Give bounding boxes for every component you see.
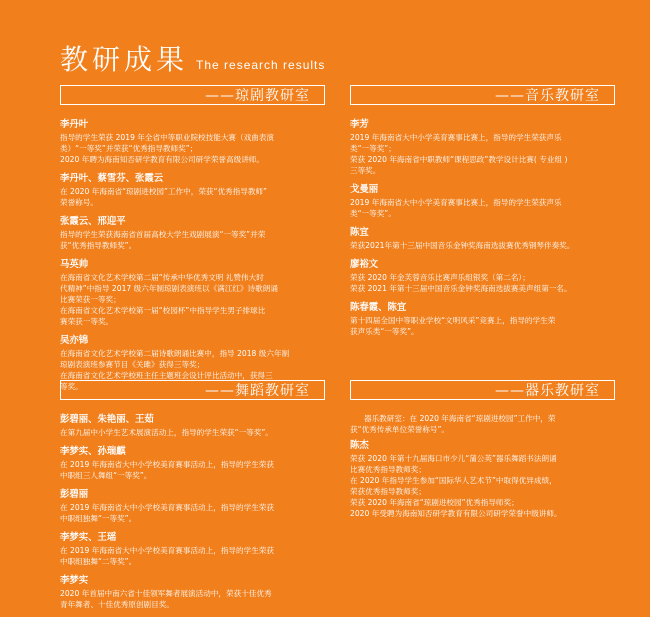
intro-line: 器乐教研室：在 2020 年海南省“琼剧进校园”工作中，荣 xyxy=(364,414,556,423)
page-title: 教研成果 xyxy=(60,43,189,76)
entry-name: 李梦实、孙瑞麒 xyxy=(60,446,126,457)
section-intro xyxy=(350,413,615,435)
entry-text: 2020 年首届中南六省十佳领军舞者展演活动中，荣获十佳优秀 xyxy=(60,589,272,598)
entry-name: 李芳 xyxy=(350,119,369,130)
entry-text: 在海南省文化艺术学校第二届诗歌朗诵比赛中，指导 2018 级六年制 xyxy=(60,349,290,358)
entry-text: 荣获2021年第十三届中国音乐金钟奖海南选拔赛优秀钢琴伴奏奖。 xyxy=(350,241,575,250)
entry-text: 荣获 2020 年金芙蓉音乐比赛声乐组银奖（第二名）； xyxy=(350,273,530,282)
entry-text: 在 2019 年海南省大中小学校美育赛事活动上，指导的学生荣获 xyxy=(60,503,274,512)
entry-text: 荣获优秀指导教师奖； xyxy=(350,487,426,496)
entry xyxy=(60,531,325,567)
entry-text: 在 2019 年海南省大中小学校美育赛事活动上，指导的学生荣获 xyxy=(60,460,274,469)
entry-name: 陈宜 xyxy=(350,227,369,238)
entry-text: 获“优秀指导教师奖”。 xyxy=(60,241,137,250)
right-column-bottom xyxy=(350,380,615,526)
section-yinyue xyxy=(350,85,615,337)
page-subtitle: The research results xyxy=(196,58,326,72)
entry-text: 类“一等奖”。 xyxy=(350,209,396,218)
entry xyxy=(60,488,325,524)
entry-text: 荣誉称号。 xyxy=(60,198,98,207)
entry-text: 在第九届中小学生艺术展演活动上，指导的学生荣获“一等奖”。 xyxy=(60,428,273,437)
entry-text: 等奖。 xyxy=(60,382,83,391)
entry-name: 李丹叶、蔡雪芬、张霞云 xyxy=(60,173,164,184)
entry-text: 2020 年聘为海南知否研学教育有限公司研学荣誉高级讲师。 xyxy=(60,155,264,164)
entry-name: 马英帅 xyxy=(60,259,89,270)
entry-text: 琼剧表演班参赛节目《关雎》获得三等奖； xyxy=(60,360,205,369)
entry-text: 类“一等奖”； xyxy=(350,144,396,153)
entries-list xyxy=(350,118,615,337)
section-wudao xyxy=(60,380,325,610)
entry-text: 荣获 2020 年第十九届海口市少儿“蒲公英”器乐舞蹈书法朗诵 xyxy=(350,454,557,463)
entry-text: 荣获 2021 年第十三届中国音乐金钟奖海南选拔赛美声组第一名。 xyxy=(350,284,572,293)
entry xyxy=(60,118,325,165)
page-header xyxy=(60,38,325,78)
entry-text: 2019 年海南省大中小学美育赛事比赛上，指导的学生荣获声乐 xyxy=(350,198,562,207)
entry-text: 在 2020 年指导学生参加“国际华人艺术节”中取得优异成绩， xyxy=(350,476,557,485)
entry-text: 类）“一等奖”并荣获“优秀指导教师奖”； xyxy=(60,144,198,153)
entry-text: 代精神”中指导 2017 级六年制琼剧表演班以《满江红》诗歌朗诵 xyxy=(60,284,278,293)
section-title: ——器乐教研室 xyxy=(350,380,615,400)
section-qiyue xyxy=(350,380,615,519)
entry-text: 2019 年海南省大中小学美育赛事比赛上，指导的学生荣获声乐 xyxy=(350,133,562,142)
entry xyxy=(350,118,615,176)
left-column-bottom xyxy=(60,380,325,617)
entry-text: 中职组独舞“一等奖”。 xyxy=(60,514,137,523)
entry-name: 李丹叶 xyxy=(60,119,89,130)
right-column-top xyxy=(350,85,615,344)
entry-text: 青年舞者、十佳优秀原创剧目奖。 xyxy=(60,600,174,609)
entry-text: 指导的学生荣获海南省首届高校大学生戏剧展演“一等奖”并荣 xyxy=(60,230,266,239)
entry-text: 2020 年受聘为海南知否研学教育有限公司研学荣誉中级讲师。 xyxy=(350,509,562,518)
entry-name: 彭碧丽 xyxy=(60,489,89,500)
entry-text: 中职组独舞“二等奖”。 xyxy=(60,557,137,566)
section-title: ——琼剧教研室 xyxy=(60,85,325,105)
entries-list xyxy=(60,413,325,610)
entry-text: 比赛荣获一等奖； xyxy=(60,295,121,304)
entry-text: 在海南省文化艺术学校第一届“校园杯”中指导学生男子排球比 xyxy=(60,306,266,315)
entry-name: 张霞云、邢迎平 xyxy=(60,216,126,227)
entry-name: 陈春霞、陈宜 xyxy=(350,302,407,313)
entry-text: 三等奖。 xyxy=(350,166,381,175)
entry xyxy=(60,172,325,208)
entry-name: 陈杰 xyxy=(350,440,369,451)
intro-line: 获“优秀传承单位荣誉称号”。 xyxy=(350,425,449,434)
entry-text: 荣获 2020 年海南省“琼剧进校园”优秀指导师奖； xyxy=(350,498,519,507)
entry xyxy=(350,301,615,337)
entry xyxy=(350,226,615,251)
entry xyxy=(60,413,325,438)
left-column-top xyxy=(60,85,325,399)
section-title: ——音乐教研室 xyxy=(350,85,615,105)
entry xyxy=(60,574,325,610)
entry xyxy=(350,258,615,294)
entry-text: 中职组三人舞组“一等奖”。 xyxy=(60,471,152,480)
entries-list xyxy=(350,439,615,519)
entry-text: 比赛优秀指导教师奖； xyxy=(350,465,426,474)
entry xyxy=(60,215,325,251)
entry-name: 李梦实、王瑶 xyxy=(60,532,117,543)
section-qiongju xyxy=(60,85,325,392)
entry-text: 指导的学生荣获 2019 年全省中等职业院校技能大赛（戏曲表演 xyxy=(60,133,274,142)
entry xyxy=(60,445,325,481)
entry xyxy=(350,439,615,519)
entry-name: 吴亦锦 xyxy=(60,335,89,346)
entries-list xyxy=(60,118,325,392)
entry-text: 获声乐类“一等奖”。 xyxy=(350,327,419,336)
entry-text: 在海南省文化艺术学校班主任主题班会设计评比活动中，获得三 xyxy=(60,371,273,380)
entry-text: 荣获 2020 年海南省中职教师“课程思政”教学设计比赛( 专业组 ) xyxy=(350,155,568,164)
entry-name: 李梦实 xyxy=(60,575,89,586)
entry-text: 在 2020 年海南省“琼剧进校园”工作中，荣获“优秀指导教师” xyxy=(60,187,267,196)
entry-text: 第十四届全国中等职业学校“文明风采”竞赛上，指导的学生荣 xyxy=(350,316,556,325)
entry xyxy=(350,183,615,219)
entry-text: 赛荣获一等奖。 xyxy=(60,317,114,326)
entry-text: 在 2019 年海南省大中小学校美育赛事活动上，指导的学生荣获 xyxy=(60,546,274,555)
entry-name: 彭碧丽、朱艳丽、王茹 xyxy=(60,414,154,425)
entry-name: 廖裕文 xyxy=(350,259,379,270)
section-title: ——舞蹈教研室 xyxy=(60,380,325,400)
entry-name: 戈曼丽 xyxy=(350,184,379,195)
entry xyxy=(60,258,325,327)
entry-text: 在海南省文化艺术学校第二届“传承中华优秀文明 礼赞伟大时 xyxy=(60,273,264,282)
